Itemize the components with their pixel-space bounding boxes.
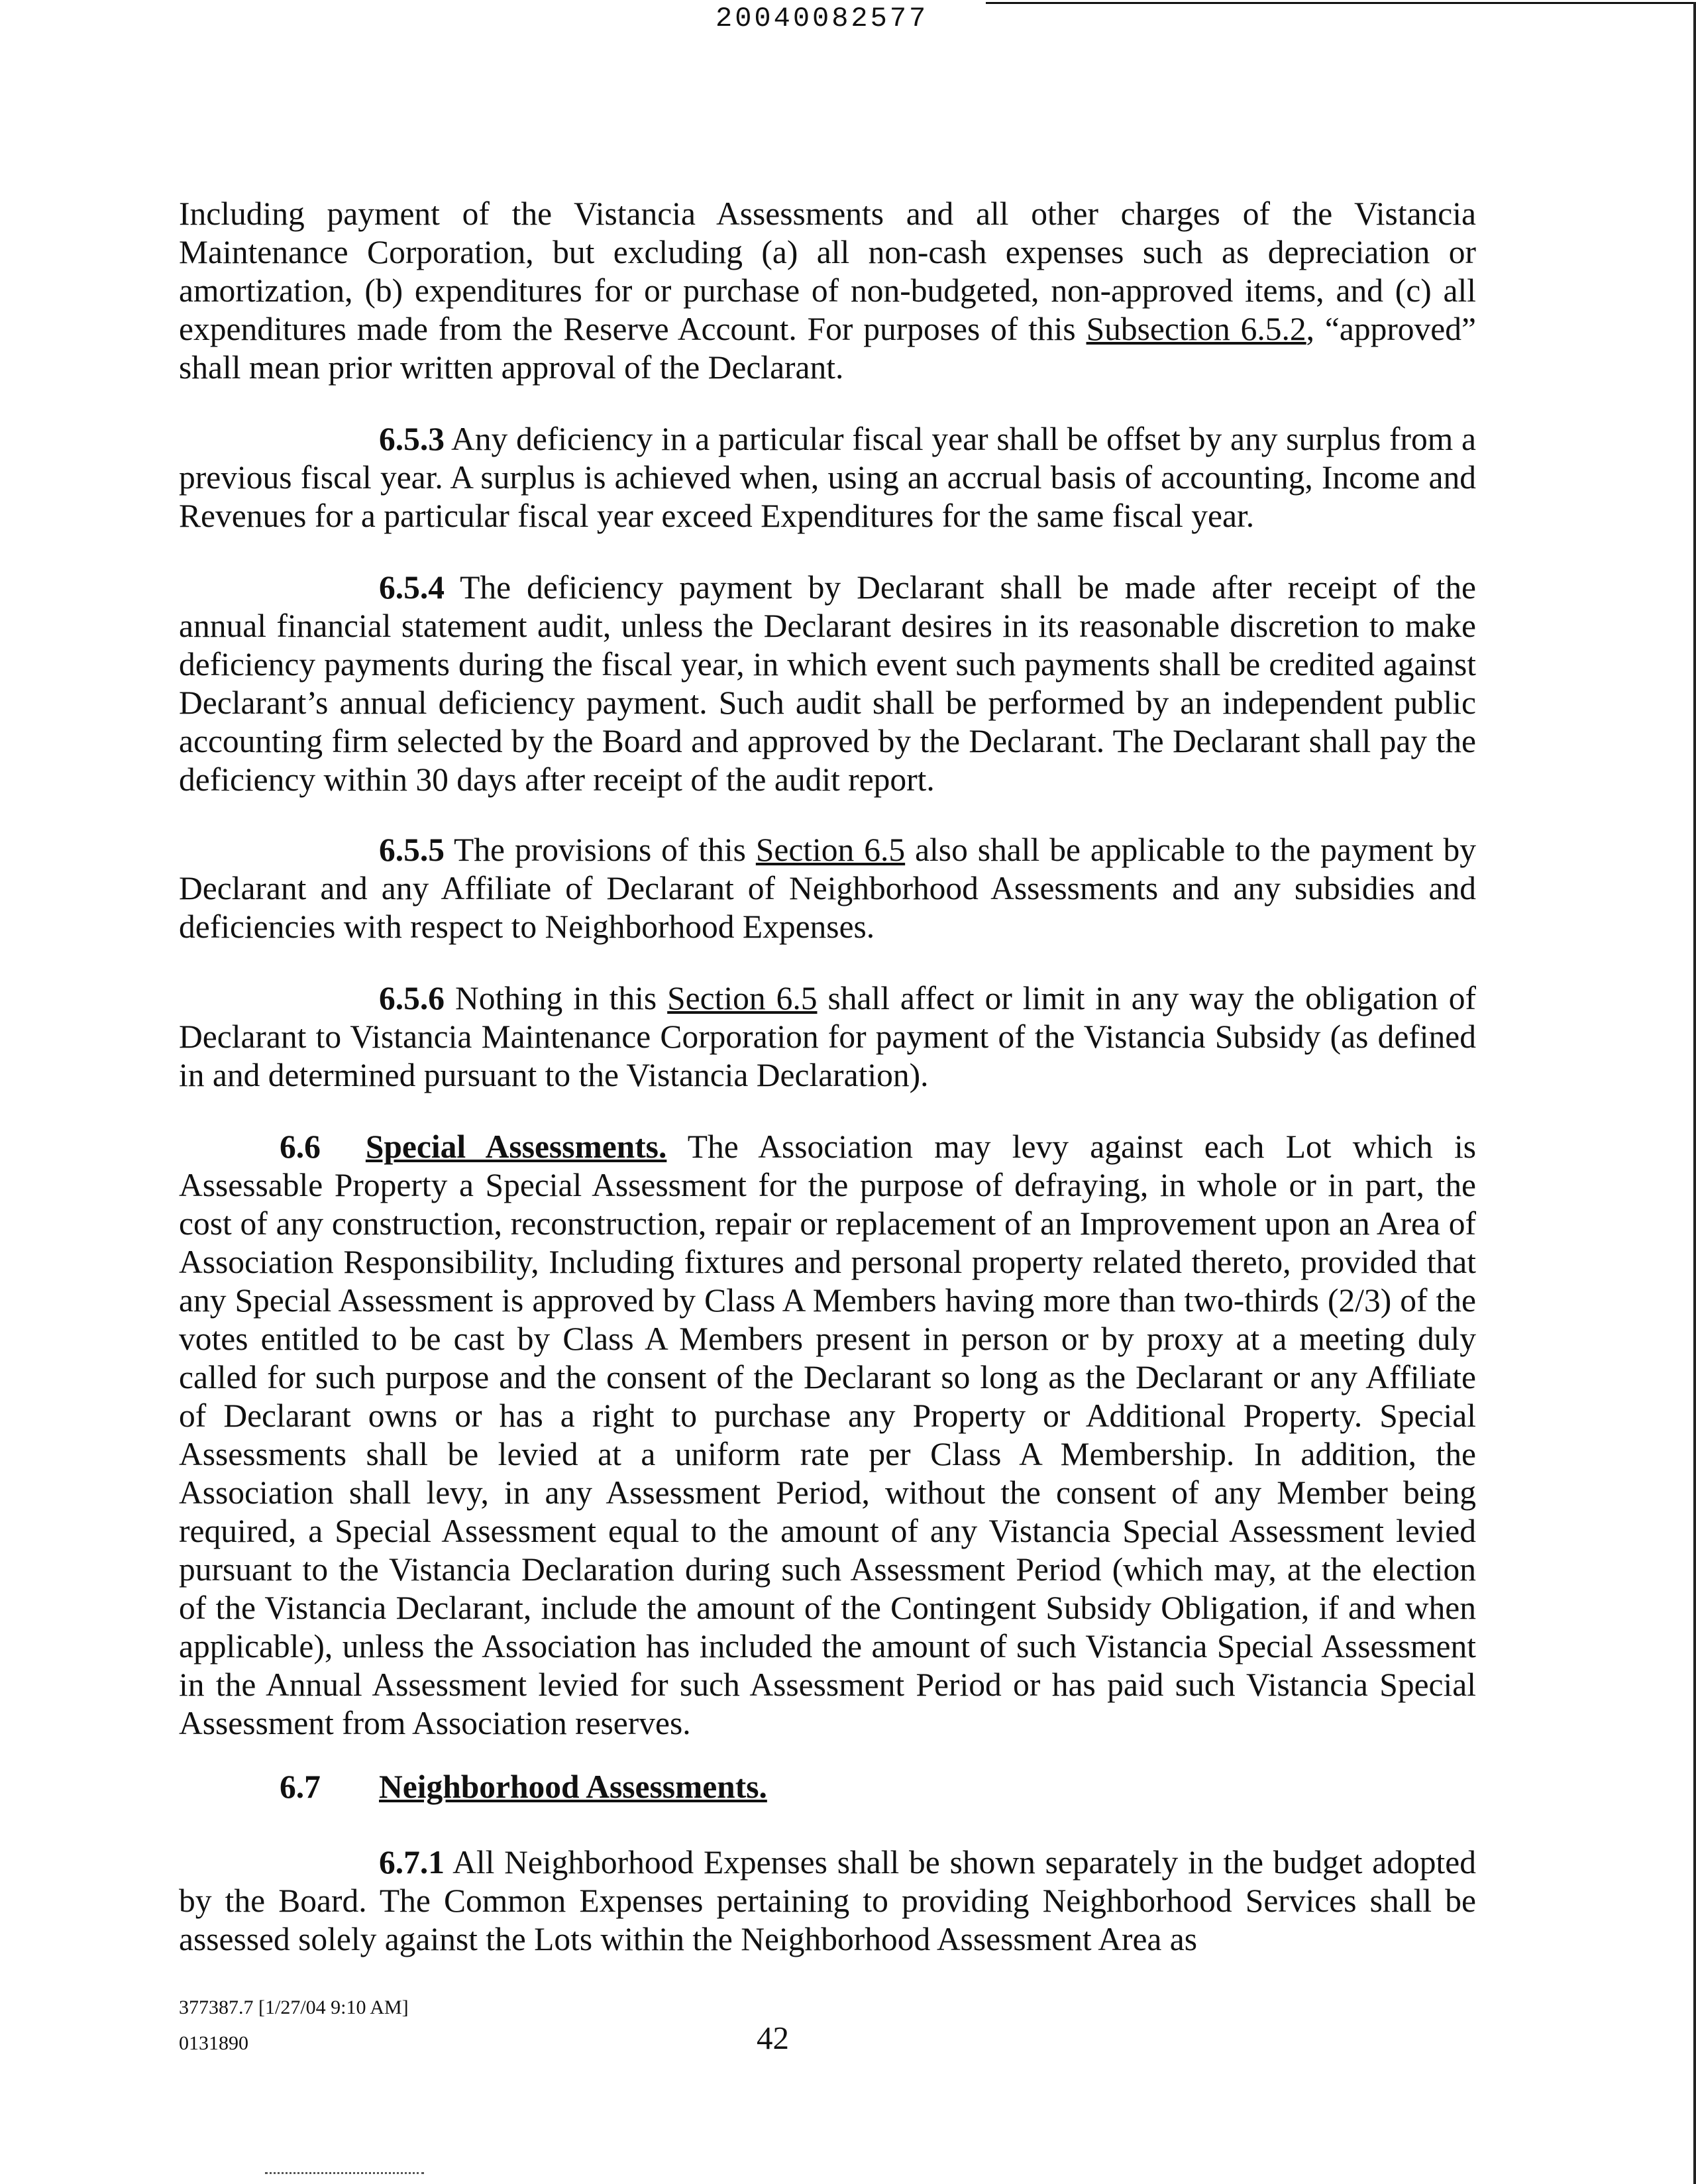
scan-artifact: [265, 2172, 424, 2177]
section-6-6-special-assessments: [179, 1128, 1476, 1743]
subsection-reference: Subsection 6.5.2: [1086, 311, 1306, 347]
paragraph-number: 6.5.5: [379, 832, 445, 868]
paragraph-6-5-3: [179, 420, 1476, 535]
section-reference: Section 6.5: [667, 980, 818, 1016]
paragraph-6-5-6: [179, 979, 1476, 1095]
footer-client-code: 0131890: [179, 2032, 248, 2054]
scan-border-top: [986, 2, 1696, 4]
footer-doc-id: 377387.7 [1/27/04 9:10 AM]: [179, 1996, 409, 2018]
continuation-text-before: Including payment of the Vistancia Assessments and all other charges of the Vistancia Maintenance Corporation, but excluding (a) all non-cash expenses such as depreciation or amortization, (b) expenditures for or purchase of non-budgeted, non-approved items, and (c) all expenditures made from the Reserve Account. For purposes of this: [179, 195, 1476, 347]
section-6-7-heading: [179, 1768, 1476, 1806]
section-text: The Association may levy against each Lot which is Assessable Property a Special Assessment for the purpose of defraying, in whole or in part, the cost of any construction, reconstruction, repair or replacement of an Improvement upon an Area of Association Responsibility, Including fixtures and personal property related thereto, provided that any Special Assessment is approved by Class A Members having more than two-thirds (2/3) of the votes entitled to be cast by Class A Members present in person or by proxy at a meeting duly called for such purpose and the consent of the Declarant so long as the Declarant or any Affiliate of Declarant owns or has a right to purchase any Property or Additional Property. Special Assessments shall be levied at a uniform rate per Class A Membership. In addition, the Association shall levy, in any Assessment Period, without the consent of any Member being required, a Special Assessment equal to the amount of any Vistancia Special Assessment levied pursuant to the Vistancia Declaration during such Assessment Period (which may, at the election of the Vistancia Declarant, include the amount of the Contingent Subsidy Obligation, if and when applicable), unless the Association has included the amount of such Vistancia Special Assessment in the Annual Assessment levied for such Assessment Period or has paid such Vistancia Special Assessment from Association reserves.: [179, 1128, 1476, 1741]
paragraph-text-before: Nothing in this: [445, 980, 668, 1016]
paragraph-number: 6.5.6: [379, 980, 445, 1016]
page-number: 42: [757, 2020, 789, 2056]
paragraph-number: 6.7.1: [379, 1844, 445, 1881]
scan-border-right: [1693, 2, 1696, 2184]
paragraph-text-after: shall affect or limit in any way the obligation of Declarant to Vistancia Maintenance Corporation for payment of the Vistancia Subsidy (as defined in and determined pursuant to the Vistancia Declaration).: [179, 980, 1477, 1093]
paragraph-6-5-4: [179, 569, 1476, 799]
paragraph-text-after: also shall be applicable to the payment by Declarant and any Affiliate of Declarant of Neighborhood Assessments and any subsidies and deficiencies with respect to Neighborhood Expenses.: [179, 832, 1476, 945]
section-number: 6.6: [280, 1128, 321, 1165]
section-title: Neighborhood Assessments.: [379, 1769, 767, 1805]
paragraph-text-before: The provisions of this: [445, 832, 756, 868]
paragraph-number: 6.5.4: [379, 569, 445, 606]
document-number: 20040082577: [716, 3, 929, 34]
section-number: 6.7: [280, 1769, 321, 1805]
continuation-paragraph: [179, 195, 1476, 387]
section-title: Special Assessments.: [365, 1128, 667, 1165]
paragraph-number: 6.5.3: [379, 421, 445, 457]
continuation-text-after: , “approved” shall mean prior written approval of the Declarant.: [179, 311, 1476, 386]
paragraph-6-5-5: [179, 831, 1476, 946]
section-reference: Section 6.5: [755, 832, 906, 868]
paragraph-6-7-1: [179, 1843, 1476, 1959]
paragraph-text: All Neighborhood Expenses shall be shown separately in the budget adopted by the Board. The Common Expenses pertaining to providing Neighborhood Services shall be assessed solely against the Lots within the Neighborhood Assessment Area as: [179, 1844, 1476, 1957]
paragraph-text: The deficiency payment by Declarant shall be made after receipt of the annual financial statement audit, unless the Declarant desires in its reasonable discretion to make deficiency payments during the fiscal year, in which event such payments shall be credited against Declarant’s annual deficiency payment. Such audit shall be performed by an independent public accounting firm selected by the Board and approved by the Declarant. The Declarant shall pay the deficiency within 30 days after receipt of the audit report.: [179, 569, 1476, 798]
paragraph-text: Any deficiency in a particular fiscal year shall be offset by any surplus from a previous fiscal year. A surplus is achieved when, using an accrual basis of accounting, Income and Revenues for a particular fiscal year exceed Expenditures for the same fiscal year.: [179, 421, 1476, 534]
